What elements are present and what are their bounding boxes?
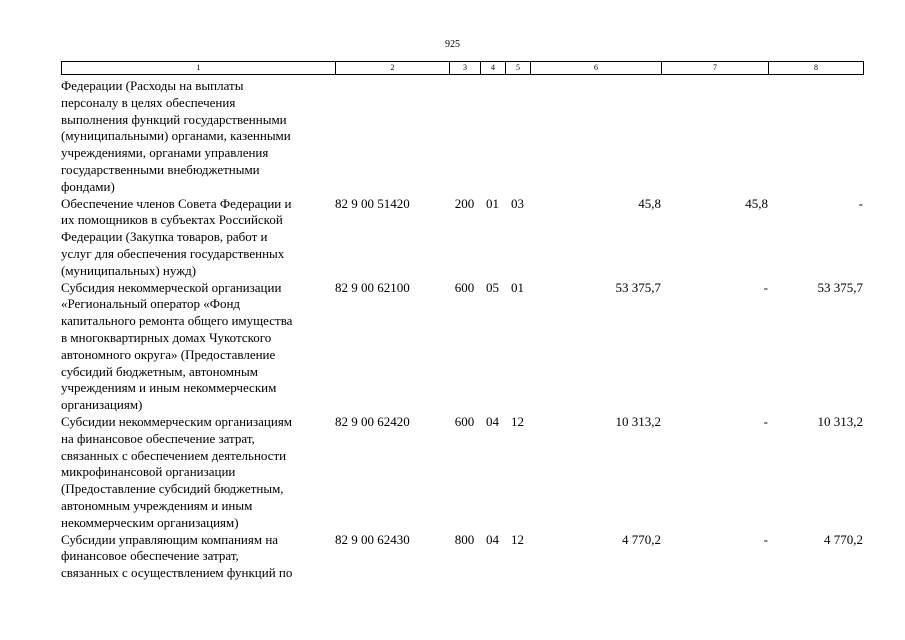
row-federal: - — [763, 413, 768, 429]
row-total: 10 313,2 — [615, 413, 661, 429]
row-name: Обеспечение членов Совета Федерации и их помощников в субъектах Российской Федерации (Закупка товаров, работ и услуг для обеспечения государственных (муниципальных) нужд) — [61, 195, 292, 278]
table-row — [61, 414, 863, 532]
row-total: 4 770,2 — [622, 531, 661, 547]
row-rz: 05 — [486, 279, 499, 295]
table-row — [61, 532, 863, 582]
row-federal: - — [763, 279, 768, 295]
row-code: 82 9 00 62420 — [335, 413, 410, 429]
row-total — [530, 78, 661, 196]
row-vr: 600 — [454, 279, 475, 295]
row-vr: 800 — [454, 531, 475, 547]
table-row — [61, 78, 863, 196]
row-name: Субсидии некоммерческим организациям на финансовое обеспечение затрат, связанных с обеспечением деятельности микрофинансовой организации (Предоставление субсидий бюджетным, автономным учреждениям и иным некоммерческим организациям) — [61, 413, 293, 530]
row-rz — [480, 78, 505, 196]
row-regional: 53 375,7 — [817, 279, 863, 295]
row-pr: 12 — [511, 413, 524, 429]
row-vr: 200 — [454, 195, 475, 211]
row-code — [335, 78, 449, 196]
row-code: 82 9 00 51420 — [335, 195, 410, 211]
row-code: 82 9 00 62430 — [335, 531, 410, 547]
row-rz: 04 — [486, 531, 499, 547]
row-rz: 04 — [486, 413, 499, 429]
row-pr: 12 — [511, 531, 524, 547]
column-number-header — [61, 61, 864, 75]
header-col-6: 6 — [531, 62, 662, 75]
header-col-8: 8 — [769, 62, 864, 75]
table-row — [61, 196, 863, 280]
page-number: 925 — [445, 39, 460, 50]
row-pr: 03 — [511, 195, 524, 211]
row-federal: - — [763, 531, 768, 547]
header-col-5: 5 — [506, 62, 531, 75]
row-vr: 600 — [454, 413, 475, 429]
row-federal — [661, 78, 768, 196]
row-regional — [768, 78, 863, 196]
row-name: Субсидия некоммерческой организации «Региональный оператор «Фонд капитального ремонта общего имущества в многоквартирных домах Чукотского автономного округа» (Предоставление субсидий бюджетным, автономным учреждениям и иным некоммерческим организациям) — [61, 279, 293, 413]
row-code: 82 9 00 62100 — [335, 279, 410, 295]
header-col-7: 7 — [662, 62, 769, 75]
row-regional: 10 313,2 — [817, 413, 863, 429]
row-total: 53 375,7 — [615, 279, 661, 295]
budget-table — [61, 78, 863, 582]
row-pr — [505, 78, 530, 196]
row-federal: 45,8 — [745, 195, 768, 211]
header-col-3: 3 — [450, 62, 481, 75]
row-rz: 01 — [486, 195, 499, 211]
row-name: Федерации (Расходы на выплаты персоналу в целях обеспечения выполнения функций государственными (муниципальными) органами, казенными учреждениями, органами управления государственными внебюджетными фондами) — [61, 78, 291, 194]
row-total: 45,8 — [638, 195, 661, 211]
header-col-1: 1 — [62, 62, 336, 75]
row-vr — [449, 78, 480, 196]
row-regional: - — [858, 195, 863, 211]
row-pr: 01 — [511, 279, 524, 295]
header-row — [62, 62, 864, 75]
header-col-2: 2 — [336, 62, 450, 75]
table-row — [61, 280, 863, 414]
row-name: Субсидии управляющим компаниям на финансовое обеспечение затрат, связанных с осуществлением функций по — [61, 531, 293, 581]
header-col-4: 4 — [481, 62, 506, 75]
row-regional: 4 770,2 — [824, 531, 863, 547]
